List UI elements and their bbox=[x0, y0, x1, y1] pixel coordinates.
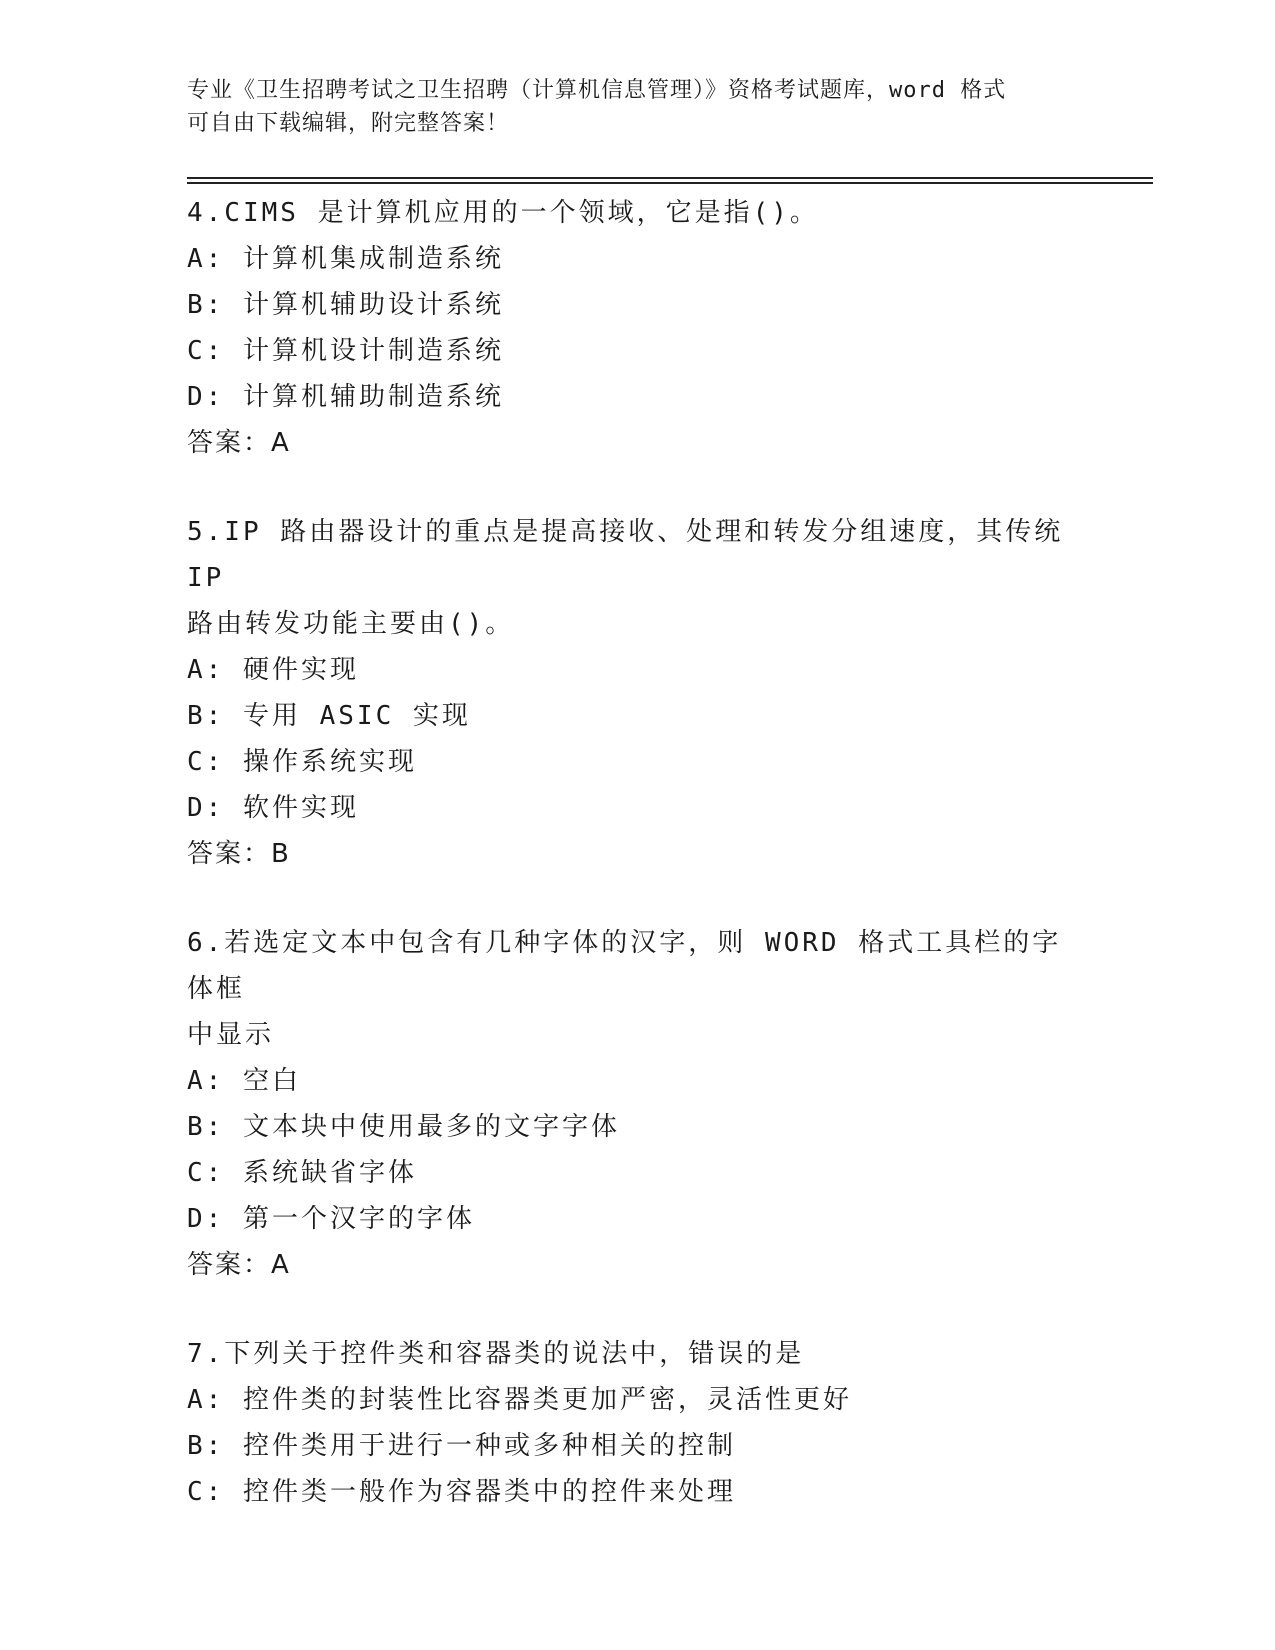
option-c: C: 控件类一般作为容器类中的控件来处理 bbox=[187, 1477, 736, 1507]
question-stem: 4.CIMS 是计算机应用的一个领域，它是指()。 bbox=[187, 198, 819, 228]
answer-line: 答案：A bbox=[187, 428, 291, 458]
question-stem-continued: 路由转发功能主要由()。 bbox=[187, 609, 515, 639]
document-header bbox=[187, 74, 1087, 140]
header-divider-bottom bbox=[187, 182, 1153, 184]
option-d: D: 软件实现 bbox=[187, 793, 359, 823]
question-5 bbox=[187, 509, 1087, 877]
question-stem: 7.下列关于控件类和容器类的说法中，错误的是 bbox=[187, 1339, 805, 1369]
option-b: B: 计算机辅助设计系统 bbox=[187, 290, 504, 320]
option-b: B: 控件类用于进行一种或多种相关的控制 bbox=[187, 1431, 736, 1461]
question-stem: 6.若选定文本中包含有几种字体的汉字，则 WORD 格式工具栏的字体框 bbox=[187, 928, 1062, 1004]
header-line-1: 专业《卫生招聘考试之卫生招聘（计算机信息管理）》资格考试题库，word 格式 bbox=[187, 78, 1007, 103]
option-a: A: 硬件实现 bbox=[187, 655, 359, 685]
option-a: A: 控件类的封装性比容器类更加严密，灵活性更好 bbox=[187, 1385, 852, 1415]
header-line-2: 可自由下载编辑，附完整答案！ bbox=[187, 111, 510, 136]
question-6 bbox=[187, 920, 1087, 1288]
question-list bbox=[187, 190, 1087, 1515]
option-d: D: 第一个汉字的字体 bbox=[187, 1204, 475, 1234]
question-4 bbox=[187, 190, 1087, 466]
option-b: B: 文本块中使用最多的文字字体 bbox=[187, 1112, 620, 1142]
option-d: D: 计算机辅助制造系统 bbox=[187, 382, 504, 412]
answer-line: 答案：A bbox=[187, 1250, 291, 1280]
option-a: A: 空白 bbox=[187, 1066, 301, 1096]
option-c: C: 系统缺省字体 bbox=[187, 1158, 417, 1188]
question-stem-continued: 中显示 bbox=[187, 1020, 275, 1050]
header-divider-top bbox=[187, 177, 1153, 179]
option-c: C: 操作系统实现 bbox=[187, 747, 417, 777]
option-a: A: 计算机集成制造系统 bbox=[187, 244, 504, 274]
option-b: B: 专用 ASIC 实现 bbox=[187, 701, 471, 731]
answer-line: 答案：B bbox=[187, 839, 291, 869]
question-7 bbox=[187, 1331, 1087, 1515]
option-c: C: 计算机设计制造系统 bbox=[187, 336, 504, 366]
question-stem: 5.IP 路由器设计的重点是提高接收、处理和转发分组速度，其传统 IP bbox=[187, 517, 1082, 593]
